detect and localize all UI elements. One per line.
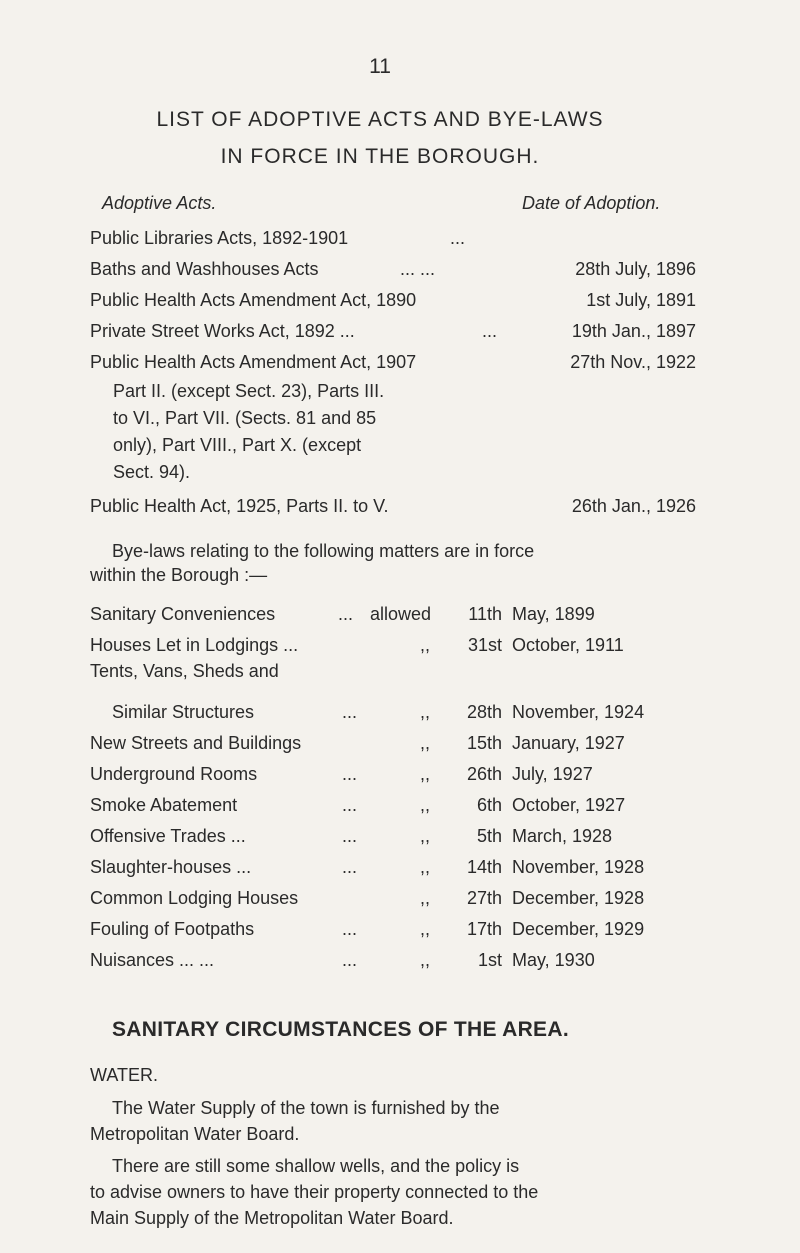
byelaw-date: October, 1911 [512, 635, 624, 655]
paragraph-line: Main Supply of the Metropolitan Water Board. [90, 1208, 454, 1228]
byelaw-name: Similar Structures [112, 702, 255, 722]
act-date: 19th Jan., 1897 [571, 321, 696, 341]
act-name: Private Street Works Act, 1892 ... [90, 321, 355, 341]
byelaw-name: Offensive Trades ... [90, 826, 246, 846]
byelaw-dots: ... [342, 764, 358, 784]
act-note-line: only), Part VIII., Part X. (except [113, 435, 362, 455]
paragraph-line: Metropolitan Water Board. [90, 1124, 300, 1144]
act-name: Baths and Washhouses Acts [90, 259, 319, 279]
act-note-line: to VI., Part VII. (Sects. 81 and 85 [113, 408, 377, 428]
byelaw-day: 6th [476, 795, 502, 815]
byelaw-date: November, 1928 [512, 857, 645, 877]
byelaw-date: November, 1924 [512, 702, 645, 722]
paragraph-line: The Water Supply of the town is furnished by the [112, 1098, 500, 1118]
byelaws-intro-line2: within the Borough :— [90, 565, 268, 585]
byelaw-dots: ... [342, 950, 358, 970]
page-title-line2: IN FORCE IN THE BOROUGH. [220, 145, 540, 168]
byelaw-mark: allowed [370, 604, 432, 624]
byelaw-name: Sanitary Conveniences [90, 604, 276, 624]
byelaw-name: Slaughter-houses ... [90, 857, 252, 877]
act-name: Public Health Act, 1925, Parts II. to V. [90, 496, 389, 516]
byelaw-name: Nuisances ... ... [90, 950, 215, 970]
byelaw-date: May, 1899 [512, 604, 595, 624]
byelaw-dots: ... [342, 857, 358, 877]
byelaw-name: Tents, Vans, Sheds and [90, 661, 279, 681]
byelaw-name: Fouling of Footpaths [90, 919, 255, 939]
byelaw-name: Common Lodging Houses [90, 888, 299, 908]
act-date: 27th Nov., 1922 [570, 352, 696, 372]
byelaw-name: Smoke Abatement [90, 795, 238, 815]
byelaw-dots: ... [342, 702, 358, 722]
act-dots: ... ... [400, 259, 436, 279]
byelaw-date: December, 1929 [512, 919, 645, 939]
byelaw-mark: ,, [420, 857, 431, 877]
byelaw-day: 31st [467, 635, 502, 655]
byelaw-day: 5th [476, 826, 502, 846]
byelaw-day: 27th [466, 888, 502, 908]
act-date: 26th Jan., 1926 [571, 496, 696, 516]
byelaw-date: March, 1928 [512, 826, 613, 846]
byelaw-dots: ... [338, 604, 354, 624]
act-name: Public Libraries Acts, 1892-1901 [90, 228, 349, 248]
byelaw-date: July, 1927 [512, 764, 593, 784]
byelaw-dots: ... [342, 826, 358, 846]
act-date: 1st July, 1891 [586, 290, 696, 310]
byelaw-date: December, 1928 [512, 888, 645, 908]
byelaw-mark: ,, [420, 919, 431, 939]
act-dots: ... [450, 228, 466, 248]
byelaw-mark: ,, [420, 795, 431, 815]
byelaw-day: 11th [468, 604, 502, 624]
byelaw-date: January, 1927 [512, 733, 625, 753]
byelaw-day: 26th [466, 764, 502, 784]
byelaw-mark: ,, [420, 764, 431, 784]
act-note-line: Part II. (except Sect. 23), Parts III. [113, 381, 385, 401]
paragraph-line: to advise owners to have their property connected to the [90, 1182, 539, 1202]
byelaw-day: 14th [466, 857, 502, 877]
byelaw-mark: ,, [420, 733, 431, 753]
byelaw-mark: ,, [420, 635, 431, 655]
byelaw-name: Underground Rooms [90, 764, 258, 784]
acts-header-left: Adoptive Acts. [102, 193, 217, 213]
byelaw-dots: ... [342, 795, 358, 815]
byelaw-date: May, 1930 [512, 950, 595, 970]
byelaw-dots: ... [342, 919, 358, 939]
byelaw-day: 15th [466, 733, 502, 753]
byelaw-mark: ,, [420, 702, 431, 722]
acts-header-right: Date of Adoption. [522, 193, 661, 213]
page-number: 11 [369, 55, 391, 78]
byelaw-date: October, 1927 [512, 795, 626, 815]
page-title-line1: LIST OF ADOPTIVE ACTS AND BYE-LAWS [156, 108, 604, 131]
act-date: 28th July, 1896 [575, 259, 696, 279]
act-dots: ... [482, 321, 498, 341]
byelaw-mark: ,, [420, 826, 431, 846]
byelaw-day: 28th [466, 702, 502, 722]
section-subheading: WATER. [90, 1065, 158, 1085]
byelaws-intro-line1: Bye-laws relating to the following matters are in force [112, 541, 535, 561]
act-note-line: Sect. 94). [113, 462, 191, 482]
paragraph-line: There are still some shallow wells, and the policy is [112, 1156, 520, 1176]
byelaw-day: 17th [466, 919, 502, 939]
byelaw-name: Houses Let in Lodgings ... [90, 635, 299, 655]
byelaw-name: New Streets and Buildings [90, 733, 302, 753]
section-heading: SANITARY CIRCUMSTANCES OF THE AREA. [112, 1018, 569, 1041]
act-name: Public Health Acts Amendment Act, 1907 [90, 352, 417, 372]
byelaw-mark: ,, [420, 950, 431, 970]
act-name: Public Health Acts Amendment Act, 1890 [90, 290, 417, 310]
byelaw-mark: ,, [420, 888, 431, 908]
byelaw-day: 1st [477, 950, 502, 970]
